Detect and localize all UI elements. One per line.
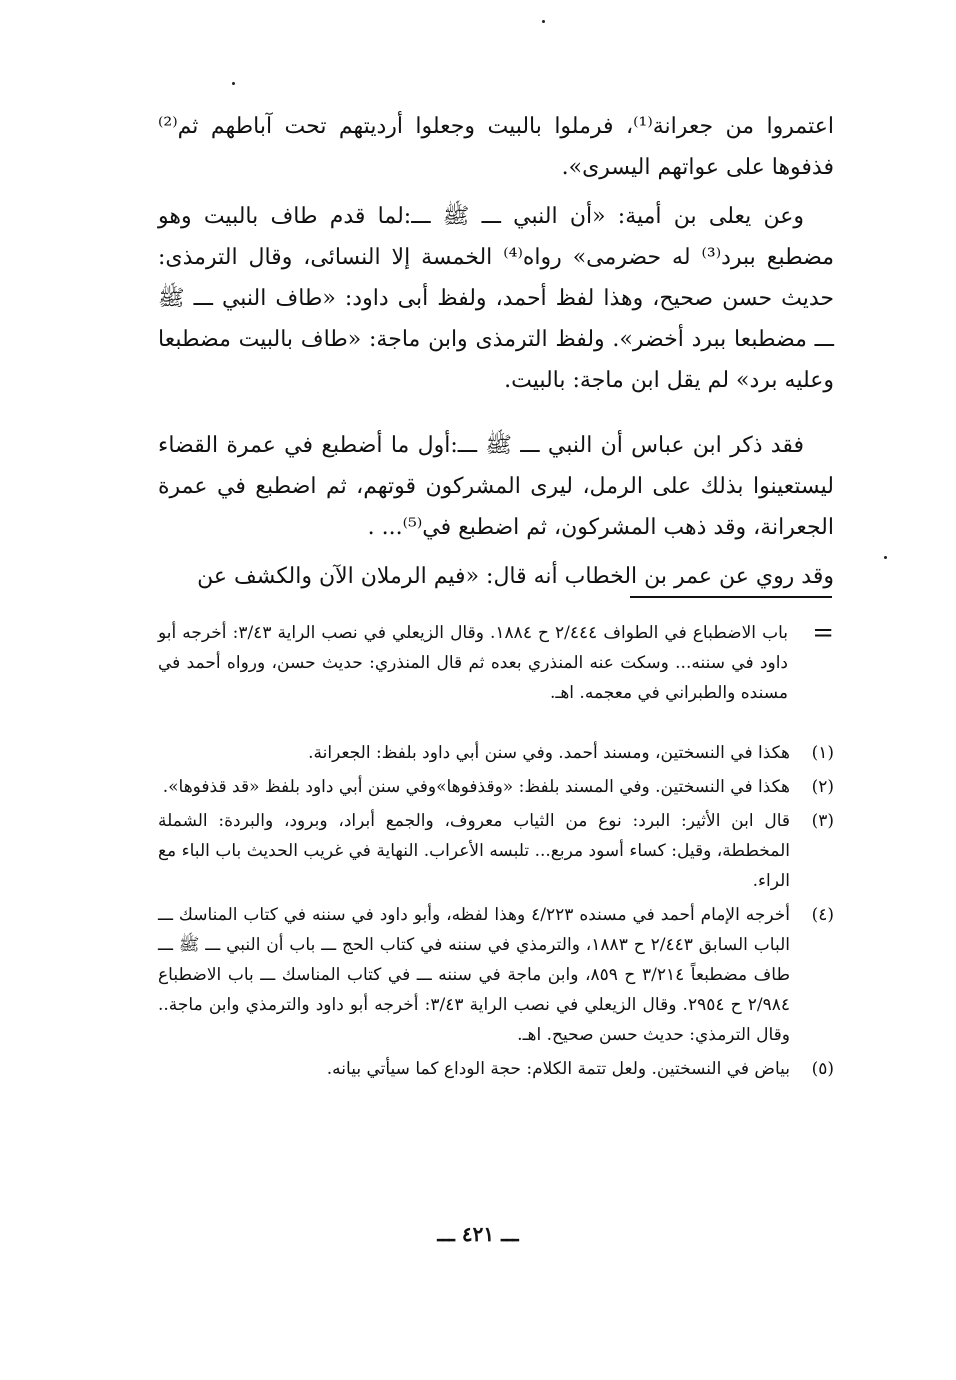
footnote-item — [158, 738, 834, 768]
footnote-text: أخرجه الإمام أحمد في مسنده ٤/٢٢٣ وهذا لفظه، وأبو داود في سننه في كتاب المناسك ـــ الباب السابق ٢/٤٤٣ ح ١٨٨٣، والترمذي في سننه في كتاب الحج ـــ باب أن النبي ـــ ﷺ ـــ طاف مضطبعاً ٣/٢١٤ ح ٨٥٩، وابن ماجة في سننه ـــ في كتاب المناسك ـــ باب الاضطباع ٢/٩٨٤ ح ٢٩٥٤. وقال الزيعلي في نصب الراية ٣/٤٣: أخرجه أبو داود والترمذي وابن ماجة.. وقال الترمذي: حديث حسن صحيح. اهـ. — [158, 905, 791, 1045]
footnote-number: (٢) — [811, 777, 834, 797]
paragraph-3: فقد ذكر ابن عباس أن النبي ـــ ﷺ ـــ:أول ما أضطبع في عمرة القضاء ليستعينوا بذلك على الرمل، ليرى المشركون قوتهم، ثم اضطبع في عمرة الجعرانة، وقد ذهب المشركون، ثم اضطبع في⁽⁵⁾... . — [158, 433, 834, 540]
footnote-text: بياض في النسختين. ولعل تتمة الكلام: حجة الوداع كما سيأتي بيانه. — [326, 1059, 790, 1079]
scan-speck — [542, 20, 545, 23]
footnote-item — [158, 772, 834, 802]
footnote-continuation — [158, 618, 834, 708]
footnote-item — [158, 900, 834, 1050]
paragraph-1: اعتمروا من جعرانة⁽¹⁾، فرملوا بالبيت وجعلوا أرديتهم تحت آباطهم ثم⁽²⁾ فذفوها على عواتهم اليسرى». — [158, 114, 834, 180]
footnote-number: (٣) — [811, 811, 834, 831]
scan-speck — [884, 556, 887, 559]
main-text-block — [158, 106, 834, 605]
footnote-separator — [630, 596, 832, 598]
continuation-text: باب الاضطباع في الطواف ٢/٤٤٤ ح ١٨٨٤. وقال الزيعلي في نصب الراية ٣/٤٣: أخرجه أبو داود في سننه... وسكت عنه المنذري بعده ثم قال المنذري: حديث حسن، ورواه أحمد في مسنده والطبراني في معجمه. اهـ. — [158, 623, 788, 703]
footnote-text: هكذا في النسختين. وفي المسند بلفظ: «وقذفوها»وفي سنن أبي داود بلفظ «قد قذفوها». — [162, 777, 790, 797]
paragraph-4: وقد روي عن عمر بن الخطاب أنه قال: «فيم الرملان الآن والكشف عن — [197, 564, 834, 589]
paragraph-2: وعن يعلى بن أمية: «أن النبي ـــ ﷺ ـــ:لما قدم طاف بالبيت وهو مضطبع ببرد⁽³⁾ له حضرمى» رواه⁽⁴⁾ الخمسة إلا النسائى، وقال الترمذى: حديث حسن صحيح، وهذا لفظ أحمد، ولفظ أبى داود: «طاف النبي ـــ ﷺ ـــ مضطبعا ببرد أخضر». ولفظ الترمذى وابن ماجة: «طاف بالبيت مضطبعا وعليه برد» لم يقل ابن ماجة: بالبيت. — [158, 204, 834, 393]
scan-speck — [232, 82, 235, 85]
continuation-marker: = — [812, 618, 834, 648]
footnote-text: هكذا في النسختين، ومسند أحمد. وفي سنن أبي داود بلفظ: الجعرانة. — [308, 743, 790, 763]
footnote-number: (٤) — [811, 905, 834, 925]
footnote-text: قال ابن الأثير: البرد: نوع من الثياب معروف، والجمع أبراد، وبرود، والبردة: الشملة المخططة، وقيل: كساء أسود مربع... تلبسه الأعراب. النهاية في غريب الحديث باب الباء مع الراء. — [158, 811, 790, 891]
footnote-item — [158, 806, 834, 896]
footnotes-list — [158, 738, 834, 1088]
page-number: ـــ ٤٢١ ـــ — [437, 1222, 519, 1246]
footnote-item — [158, 1054, 834, 1084]
footnote-number: (٥) — [811, 1059, 834, 1079]
footnote-number: (١) — [811, 743, 834, 763]
